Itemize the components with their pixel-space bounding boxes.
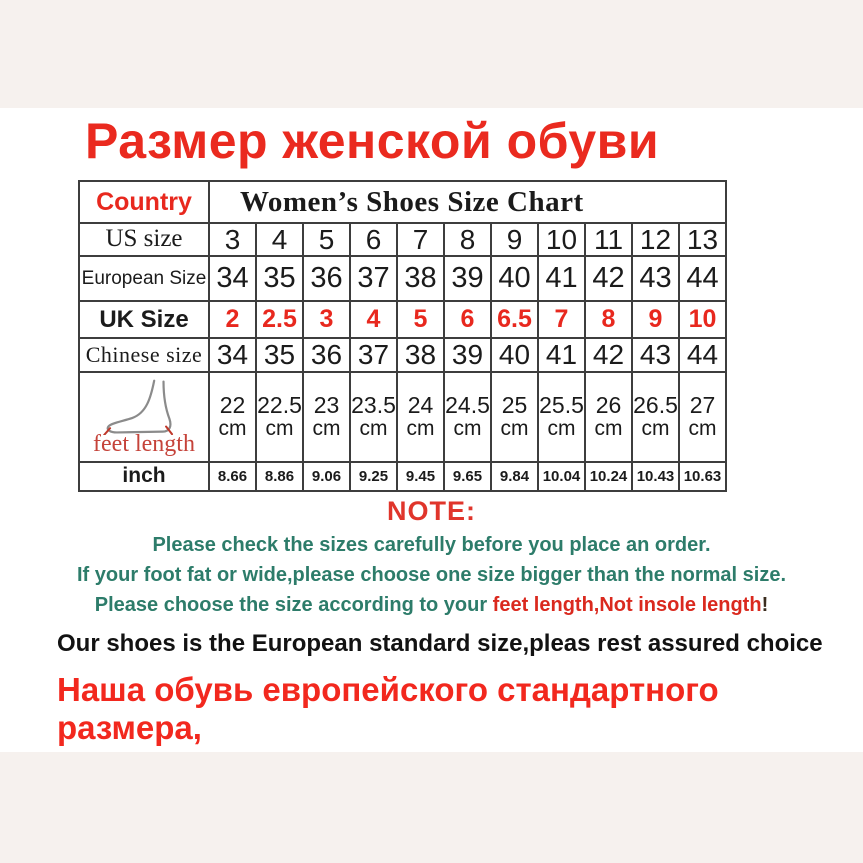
- size-value-cell: 10: [538, 223, 585, 256]
- note-line-3: [0, 594, 863, 617]
- size-value-cell: 10.04: [538, 462, 585, 491]
- size-value-cell: 38: [397, 338, 444, 372]
- feet-length-label: feet length: [93, 431, 195, 458]
- size-value-cell: 26.5 cm: [632, 372, 679, 462]
- size-value-cell: 6: [444, 301, 491, 338]
- size-value-cell: 10.43: [632, 462, 679, 491]
- row-label-uk-size: UK Size: [79, 301, 209, 338]
- size-value-cell: 10: [679, 301, 726, 338]
- row-chinese-size: [79, 338, 726, 372]
- size-value-cell: 9.06: [303, 462, 350, 491]
- size-value-cell: 5: [303, 223, 350, 256]
- size-value-cell: 6: [350, 223, 397, 256]
- row-label-inch: inch: [79, 462, 209, 491]
- footer-line-russian-1: Наша обувь европейского стандартного размера,: [57, 671, 719, 746]
- size-value-cell: 36: [303, 256, 350, 301]
- size-value-cell: 11: [585, 223, 632, 256]
- size-value-cell: 9.84: [491, 462, 538, 491]
- size-value-cell: 8: [444, 223, 491, 256]
- size-value-cell: 7: [538, 301, 585, 338]
- page-title: Размер женской обуви: [85, 113, 660, 169]
- row-label-european-size: European Size: [79, 256, 209, 301]
- row-us-size: [79, 223, 726, 256]
- row-label-feet-length: [79, 372, 209, 462]
- size-value-cell: 42: [585, 338, 632, 372]
- foot-outline-icon: [101, 379, 187, 435]
- note-line-1: Please check the sizes carefully before you place an order.: [152, 534, 711, 556]
- size-value-cell: 13: [679, 223, 726, 256]
- size-value-cell: 24 cm: [397, 372, 444, 462]
- size-value-cell: 9: [491, 223, 538, 256]
- size-value-cell: 10.24: [585, 462, 632, 491]
- size-value-cell: 3: [209, 223, 256, 256]
- size-value-cell: 40: [491, 338, 538, 372]
- size-value-cell: 4: [350, 301, 397, 338]
- size-value-cell: 5: [397, 301, 444, 338]
- note-section: [0, 496, 863, 617]
- size-value-cell: 41: [538, 338, 585, 372]
- size-value-cell: 41: [538, 256, 585, 301]
- size-chart-panel: [0, 114, 863, 798]
- size-value-cell: 9.25: [350, 462, 397, 491]
- size-value-cell: 23 cm: [303, 372, 350, 462]
- note-heading: NOTE:: [387, 496, 476, 526]
- size-value-cell: 39: [444, 338, 491, 372]
- size-value-cell: 42: [585, 256, 632, 301]
- size-value-cell: 26 cm: [585, 372, 632, 462]
- table-header-row: [79, 181, 726, 223]
- size-value-cell: 43: [632, 256, 679, 301]
- size-value-cell: 8.66: [209, 462, 256, 491]
- size-value-cell: 12: [632, 223, 679, 256]
- note-line-3-exclamation: !: [761, 594, 769, 616]
- size-value-cell: 44: [679, 256, 726, 301]
- size-value-cell: 9.65: [444, 462, 491, 491]
- size-value-cell: 38: [397, 256, 444, 301]
- size-value-cell: 43: [632, 338, 679, 372]
- size-value-cell: 27 cm: [679, 372, 726, 462]
- size-value-cell: 37: [350, 338, 397, 372]
- footer-line-english: Our shoes is the European standard size,pleas rest assured choice: [57, 630, 823, 657]
- size-value-cell: 37: [350, 256, 397, 301]
- size-value-cell: 44: [679, 338, 726, 372]
- size-value-cell: 36: [303, 338, 350, 372]
- size-value-cell: 39: [444, 256, 491, 301]
- row-uk-size: [79, 301, 726, 338]
- size-value-cell: 2.5: [256, 301, 303, 338]
- row-label-us-size: US size: [79, 223, 209, 256]
- note-line-2: If your foot fat or wide,please choose one size bigger than the normal size.: [76, 564, 786, 586]
- row-inch: [79, 462, 726, 491]
- row-european-size: [79, 256, 726, 301]
- size-value-cell: 35: [256, 338, 303, 372]
- size-value-cell: 25 cm: [491, 372, 538, 462]
- size-value-cell: 2: [209, 301, 256, 338]
- size-value-cell: 9: [632, 301, 679, 338]
- size-value-cell: 8.86: [256, 462, 303, 491]
- bottom-margin-band: [0, 752, 863, 863]
- size-chart-table: [78, 180, 727, 492]
- size-value-cell: 9.45: [397, 462, 444, 491]
- size-value-cell: 34: [209, 338, 256, 372]
- note-line-3-green: Please choose the size according to your: [94, 594, 493, 616]
- size-value-cell: 25.5 cm: [538, 372, 585, 462]
- country-header-cell: Country: [79, 181, 209, 223]
- size-value-cell: 8: [585, 301, 632, 338]
- size-value-cell: 22 cm: [209, 372, 256, 462]
- size-value-cell: 7: [397, 223, 444, 256]
- top-margin-band: [0, 0, 863, 108]
- size-value-cell: 23.5 cm: [350, 372, 397, 462]
- note-line-3-red: feet length,Not insole length: [492, 594, 762, 616]
- size-value-cell: 4: [256, 223, 303, 256]
- row-feet-length: [79, 372, 726, 462]
- size-value-cell: 24.5 cm: [444, 372, 491, 462]
- size-value-cell: 40: [491, 256, 538, 301]
- row-label-chinese-size: Chinese size: [79, 338, 209, 372]
- size-value-cell: 34: [209, 256, 256, 301]
- size-value-cell: 6.5: [491, 301, 538, 338]
- table-title-cell: Women’s Shoes Size Chart: [209, 181, 726, 223]
- size-value-cell: 3: [303, 301, 350, 338]
- size-value-cell: 10.63: [679, 462, 726, 491]
- size-value-cell: 22.5 cm: [256, 372, 303, 462]
- size-value-cell: 35: [256, 256, 303, 301]
